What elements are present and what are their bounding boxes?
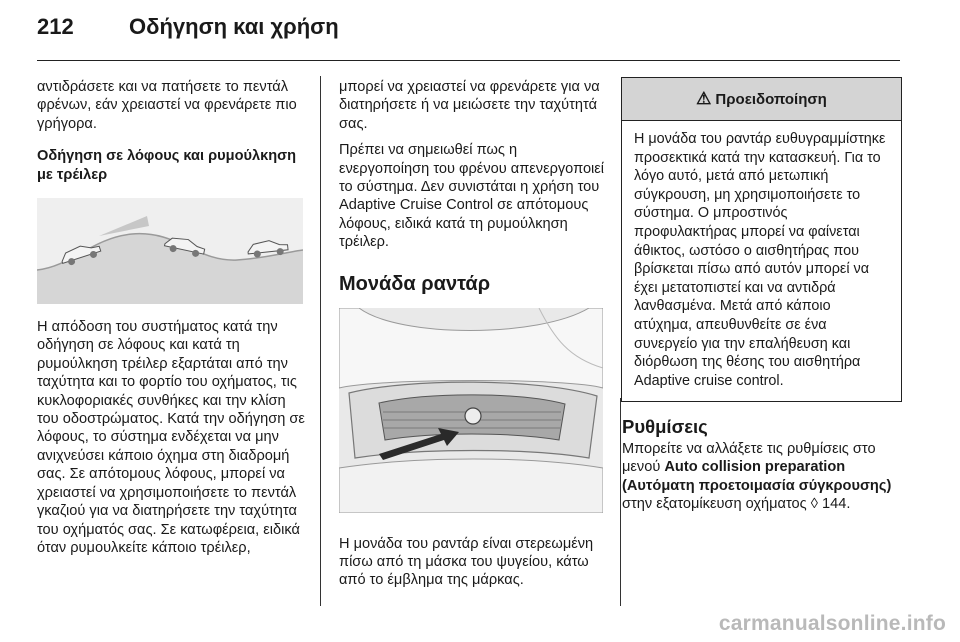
column-2 <box>339 78 605 590</box>
settings-heading: Ρυθμίσεις <box>622 416 708 437</box>
acc-hills-paragraph: Πρέπει να σημειωθεί πως η ενεργοποίηση του φρένου απενεργοποιεί το σύστημα. Δεν συνιστάται η χρήση του Adaptive Cruise Control σε απότομους λόφους, ειδικά κατά τη ρυμούλκηση τρέιλερ. <box>339 142 605 251</box>
settings-text-before: Μπορείτε να αλλάξετε τις ρυθμίσεις στο μενού <box>622 441 876 476</box>
brake-paragraph: μπορεί να χρειαστεί να φρενάρετε για να διατηρήσετε ή να μειώσετε την ταχύτητά σας. <box>339 79 600 132</box>
radar-caption: Η μονάδα του ραντάρ είναι στερεωμένη πίσω από τη μάσκα του ψυγείου, κάτω από το έμβλημα της μάρκας. <box>339 535 594 589</box>
hills-towing-subheading: Οδήγηση σε λόφους και ρυμούλκηση με τρέιλερ <box>37 148 297 183</box>
page-reference-number: 144. <box>817 496 851 513</box>
settings-section <box>622 406 904 514</box>
car-front-drawing <box>339 308 603 513</box>
column-divider-1 <box>320 76 321 606</box>
warning-text: Η μονάδα του ραντάρ ευθυγραμμίστηκε προσεκτικά κατά την κατασκευή. Για το λόγο αυτό, μετά από μετωπική σύγκρουση, μη χρησιμοποιήσετε το σύστημα. Ο μπροστινός προφυλακτήρας μπορεί να φαίνεται άθικτος, ωστόσο ο αισθητήρας που βρίσκεται πίσω από αυτόν μπορεί να έχει μετατοπιστεί και να αντιδρά λανθασμένα. Μετά από κάποιο ατύχημα, απευθυνθείτε σε ένα συνεργείο για την επαλήθευση και διόρθωση της θέσης του αισθητήρα Adaptive cruise control. <box>634 131 886 389</box>
header-divider <box>37 60 900 61</box>
settings-text-after: στην εξατομίκευση οχήματος <box>622 496 811 513</box>
hills-illustration <box>37 198 303 304</box>
warning-box <box>621 77 902 402</box>
hills-cars-drawing <box>37 198 303 304</box>
column-divider-2 <box>620 398 621 606</box>
radar-illustration <box>339 308 603 513</box>
warning-triangle-icon: ⚠ <box>696 89 712 108</box>
hills-body-paragraph: Η απόδοση του συστήματος κατά την οδήγηση σε λόφους και κατά τη ρυμούλκηση τρέιλερ εξαρτάται από την ταχύτητα και το φορτίο του οχήματος, τις κυκλοφοριακές συνθήκες και την κλίση του οδοστρώματος. Κατά την οδήγηση σε λόφους, το σύστημα ενδέχεται να μην ανιχνεύσει κάποιο όχημα στη διαδρομή σας. Σε απότομους λόφους, μπορεί να χρειαστεί να χρησιμοποιήσετε το πεντάλ γκαζιού για να διατηρήσετε την ταχύτητα του οχήματός σας. Σε κατωφέρεια, ειδικά όταν ρυμουλκείτε κάποιο τρέιλερ, <box>37 319 305 556</box>
settings-menu-name: Auto collision preparation (Αυτόματη προετοιμασία σύγκρουσης) <box>622 459 892 494</box>
settings-paragraph <box>622 440 904 514</box>
radar-section-heading: Μονάδα ραντάρ <box>339 272 491 295</box>
watermark: carmanualsonline.info <box>718 612 946 635</box>
intro-paragraph: αντιδράσετε και να πατήσετε το πεντάλ φρένων, εάν χρειαστεί να φρενάρετε πιο γρήγορα. <box>37 79 297 132</box>
warning-title: Προειδοποίηση <box>715 90 827 108</box>
page-reference-icon: ◊ <box>810 496 818 513</box>
page-title: Οδήγηση και χρήση <box>129 14 339 39</box>
page-number: 212 <box>37 14 74 39</box>
warning-title-bar <box>622 78 901 121</box>
column-1 <box>37 78 305 557</box>
